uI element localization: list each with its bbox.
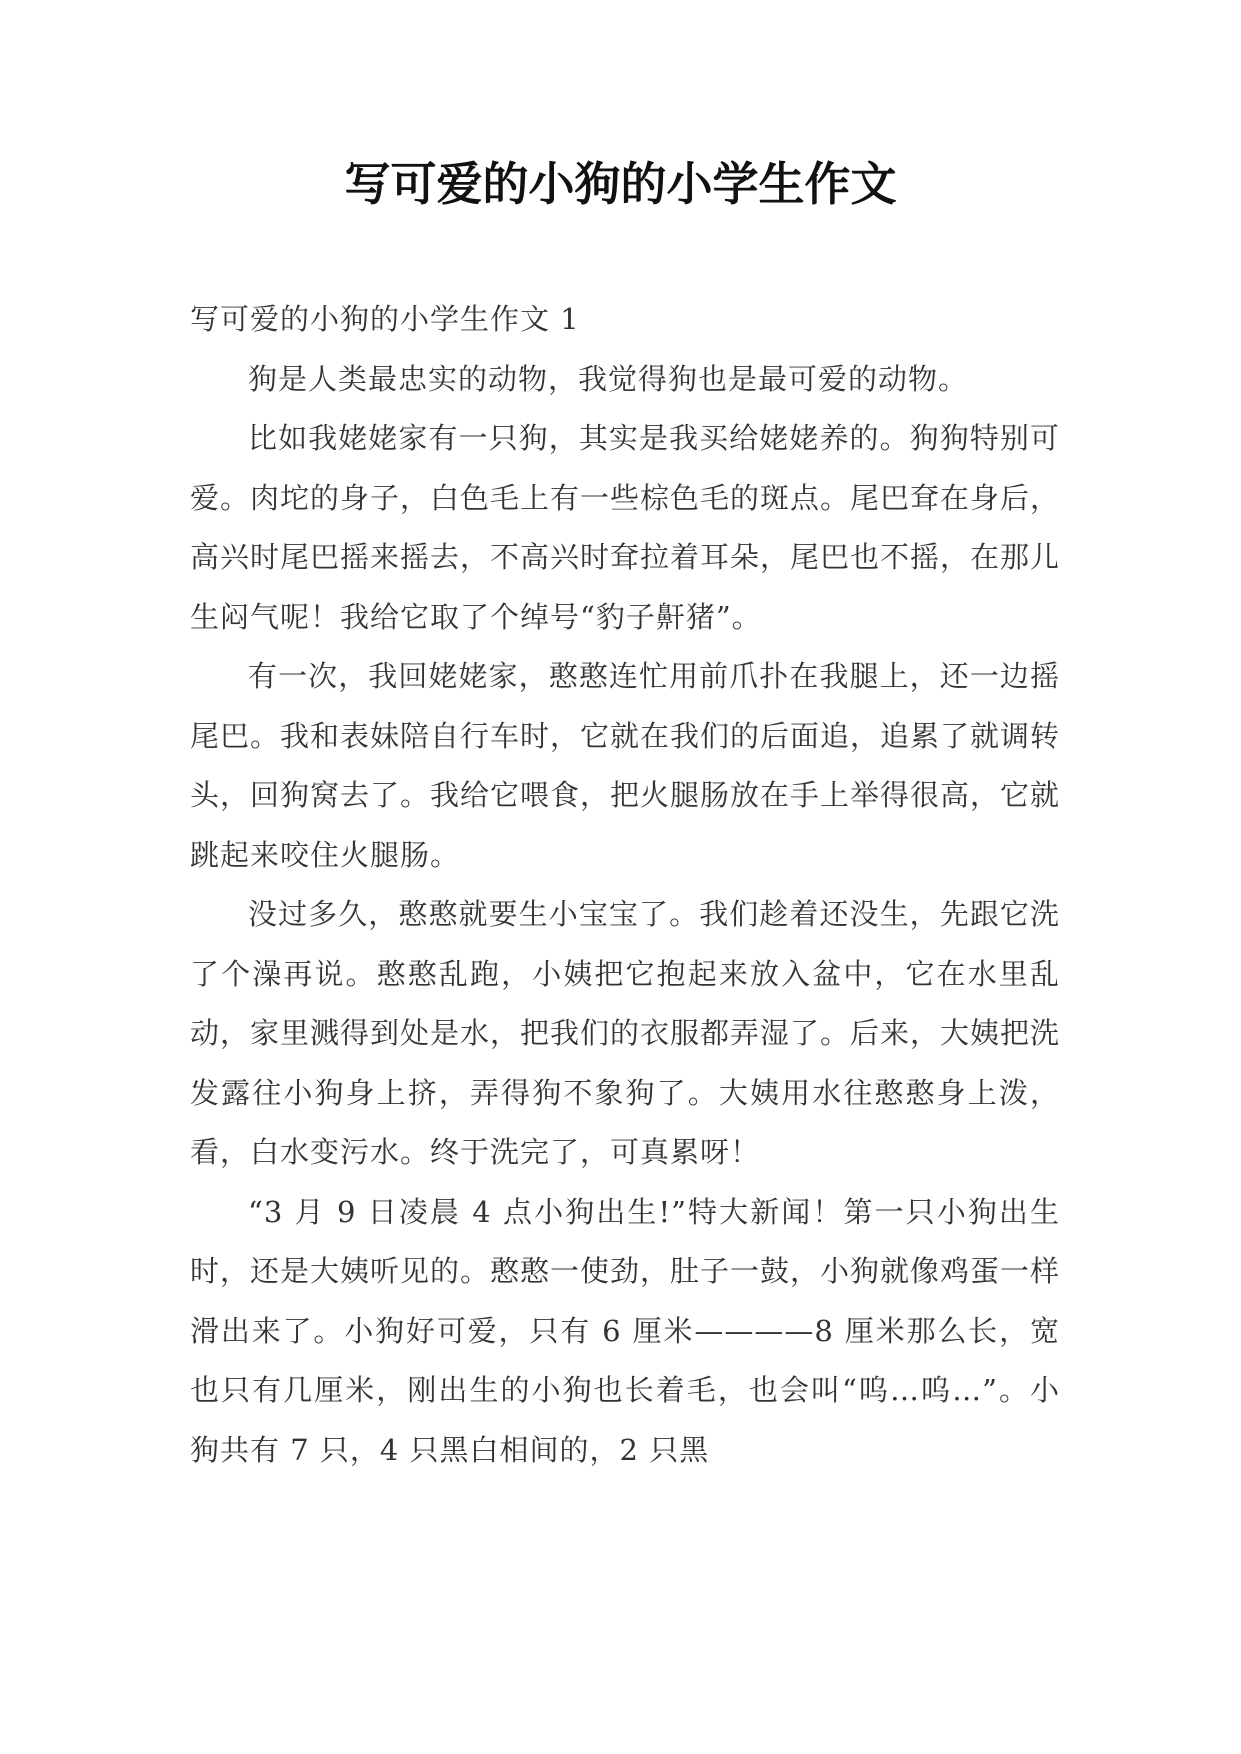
document-body <box>190 290 1060 1480</box>
document-title: 写可爱的小狗的小学生作文 <box>344 157 897 211</box>
paragraph-5: “3 月 9 日凌晨 4 点小狗出生!”特大新闻！第一只小狗出生时，还是大姨听见的。憨憨一使劲，肚子一鼓，小狗就像鸡蛋一样滑出来了。小狗好可爱，只有 6 厘米————8 厘米那么长，宽也只有几厘米，刚出生的小狗也长着毛，也会叫“呜…呜…”。小狗共有 7 只，4 只黑白相间的，2 只黑 <box>190 1194 1061 1467</box>
paragraph-3: 有一次，我回姥姥家，憨憨连忙用前爪扑在我腿上，还一边摇尾巴。我和表妹陪自行车时，它就在我们的后面追，追累了就调转头，回狗窝去了。我给它喂食，把火腿肠放在手上举得很高，它就跳起来咬住火腿肠。 <box>190 659 1061 872</box>
paragraph-2: 比如我姥姥家有一只狗，其实是我买给姥姥养的。狗狗特别可爱。肉坨的身子，白色毛上有一些棕色毛的斑点。尾巴耷在身后，高兴时尾巴摇来摇去，不高兴时耷拉着耳朵，尾巴也不摇，在那儿生闷气呢！我给它取了个绰号“豹子鼾猪”。 <box>190 421 1061 634</box>
paragraph-4: 没过多久，憨憨就要生小宝宝了。我们趁着还没生，先跟它洗了个澡再说。憨憨乱跑，小姨把它抱起来放入盆中，它在水里乱动，家里溅得到处是水，把我们的衣服都弄湿了。后来，大姨把洗发露往小狗身上挤，弄得狗不象狗了。大姨用水往憨憨身上泼，看，白水变污水。终于洗完了，可真累呀！ <box>190 897 1061 1169</box>
paragraph-1: 狗是人类最忠实的动物，我觉得狗也是最可爱的动物。 <box>248 361 969 396</box>
section-heading: 写可爱的小狗的小学生作文 1 <box>190 302 580 336</box>
